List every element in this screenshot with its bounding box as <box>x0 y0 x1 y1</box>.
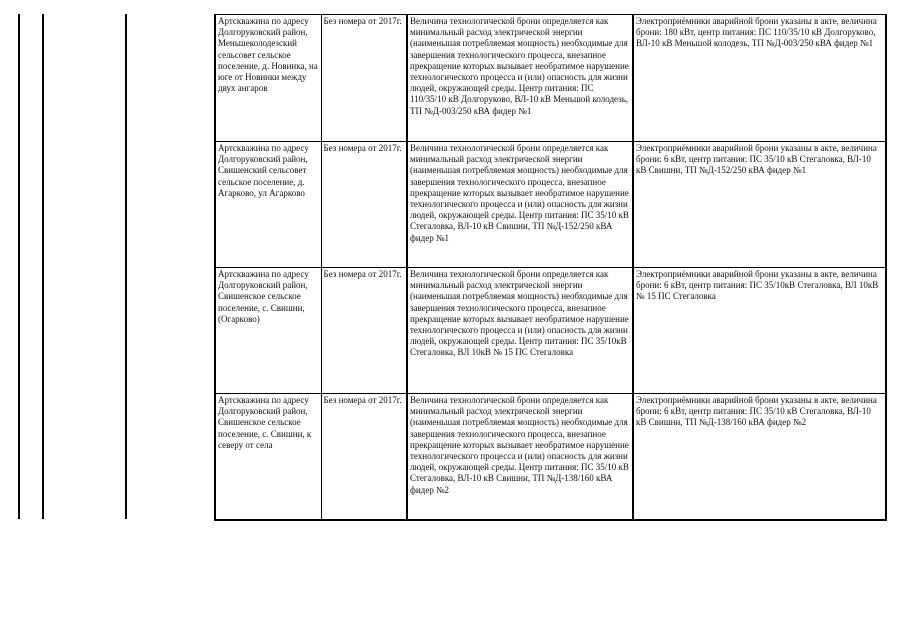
address-cell: Артскважина по адресу Долгоруковский район, Свишенское сельское поселение, с. Свишни, (Огарково) <box>215 268 321 394</box>
receivers-cell: Электроприёмники аварийной брони указаны в акте, величина брони: 6 кВт, центр питания: ПС 35/10 кВ Стегаловка, ВЛ-10 кВ Свишни, ТП №Д-152/250 кВА фидер №1 <box>633 142 886 268</box>
reserve-value-cell: Величина технологической брони определяется как минимальный расход электрической энергии (наименьшая потребляемая мощность) необходимые для завершения технологического процесса, внезапное прекращение которых вызывает необратимое нарушение технологического процесса и (или) опасность для жизни людей, окружающей среды. Центр питания: ПС 110/35/10 кВ Долгоруково, ВЛ-10 кВ Меньшой колодезь, ТП №Д-003/250 кВА фидер №1 <box>407 15 633 142</box>
document-number-cell: Без номера от 2017г. <box>321 15 407 142</box>
table-row <box>215 15 886 142</box>
receivers-cell: Электроприёмники аварийной брони указаны в акте, величина брони: 6 кВт, центр питания: ПС 35/10кВ Стегаловка, ВЛ 10кВ № 15 ПС Стегаловка <box>633 268 886 394</box>
table-row <box>215 142 886 268</box>
left-border-line-3 <box>125 14 127 519</box>
address-cell: Артскважина по адресу Долгоруковский район, Меньшеколодезский сельсовет сельское поселение, д. Новинка, на юге от Новинки между двух ангаров <box>215 15 321 142</box>
receivers-cell: Электроприёмники аварийной брони указаны в акте, величина брони: 180 кВт, центр питания: ПС 110/35/10 кВ Долгоруково, ВЛ-10 кВ Меньшой колодезь, ТП №Д-003/250 кВА фидер №1 <box>633 15 886 142</box>
emergency-reserve-table <box>214 14 887 521</box>
document-number-cell: Без номера от 2017г. <box>321 268 407 394</box>
reserve-value-cell: Величина технологической брони определяется как минимальный расход электрической энергии (наименьшая потребляемая мощность) необходимые для завершения технологического процесса, внезапное прекращение которых вызывает необратимое нарушение технологического процесса и (или) опасность для жизни людей, окружающей среды. Центр питания: ПС 35/10кВ Стегаловка, ВЛ 10кВ № 15 ПС Стегаловка <box>407 268 633 394</box>
reserve-value-cell: Величина технологической брони определяется как минимальный расход электрической энергии (наименьшая потребляемая мощность) необходимые для завершения технологического процесса, внезапное прекращение которых вызывает необратимое нарушение технологического процесса и (или) опасность для жизни людей, окружающей среды. Центр питания: ПС 35/10 кВ Стегаловка, ВЛ-10 кВ Свишни, ТП №Д-152/250 кВА фидер №1 <box>407 142 633 268</box>
receivers-cell: Электроприёмники аварийной брони указаны в акте, величина брони: 6 кВт, центр питания: ПС 35/10 кВ Стегаловка, ВЛ-10 кВ Свишни, ТП №Д-138/160 кВА фидер №2 <box>633 394 886 521</box>
left-border-line-2 <box>42 14 44 519</box>
left-border-line-1 <box>18 14 20 519</box>
address-cell: Артскважина по адресу Долгоруковский район, Свишенский сельсовет сельское поселение, д. Агарково, ул Агарково <box>215 142 321 268</box>
document-number-cell: Без номера от 2017г. <box>321 142 407 268</box>
document-number-cell: Без номера от 2017г. <box>321 394 407 521</box>
address-cell: Артскважина по адресу Долгоруковский район, Свишенское сельское поселение, с. Свишни, к северу от села <box>215 394 321 521</box>
reserve-value-cell: Величина технологической брони определяется как минимальный расход электрической энергии (наименьшая потребляемая мощность) необходимые для завершения технологического процесса, внезапное прекращение которых вызывает необратимое нарушение технологического процесса и (или) опасность для жизни людей, окружающей среды. Центр питания: ПС 35/10 кВ Стегаловка, ВЛ-10 кВ Свишни, ТП №Д-138/160 кВА фидер №2 <box>407 394 633 521</box>
table-row <box>215 268 886 394</box>
table-row <box>215 394 886 521</box>
